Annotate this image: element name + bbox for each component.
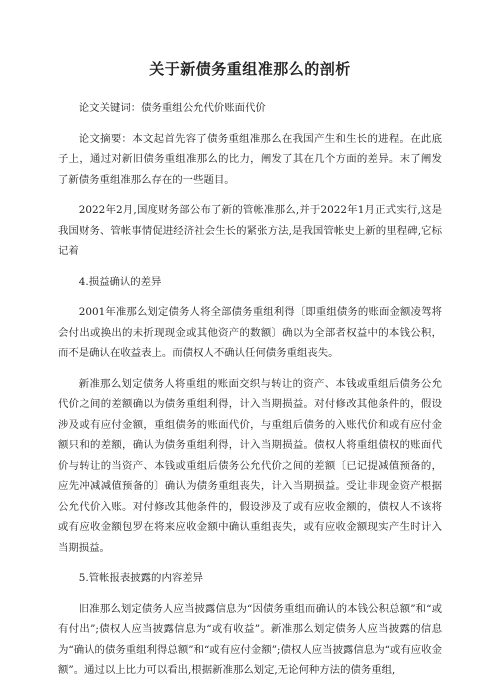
section-heading-4: 4.损益确认的差异 — [78, 275, 162, 288]
page-title: 关于新债务重组准那么的剖析 — [149, 60, 351, 78]
keywords-paragraph: 论文关键词：债务重组公允代价账面代价 — [78, 102, 266, 114]
section5-paragraph-1: 旧准那么划定债务人应当披露信息为“因债务重组而确认的本钱公积总额”和“或有付出”;债权人应当披露信息为“或有收益”。新准那么划定债务人应当披露的信息为“确认的债务重组利得总额”和“或有应付金额”;债权人应当披露信息为“或有应收金额”。通过以上比力可以看出,根据新准那么划定,无论何种方法的债务重组, — [58, 602, 442, 676]
intro-paragraph: 2022年2月,国度财务部公布了新的管帐准那么,并于2022年1月正式实行,这是我国财务、管帐事情促进经济社会生长的紧张方法,是我国管帐史上新的里程碑,它标记着 — [58, 204, 442, 257]
section-heading-5: 5.管帐报表披露的内容差异 — [78, 572, 204, 584]
section4-paragraph-1: 2001年准那么划定债务人将全部债务重组利得〔即重组债务的账面金额凌驾将会付出或换出的未折现现金或其他资产的数额〕确以为全部者权益中的本钱公积，而不是确认在收益表上。而债权人不确认任何债务重组丧失。 — [58, 306, 442, 359]
section4-paragraph-2: 新准那么划定债务人将重组的账面交织与转让的资产、本钱或重组后债务公允代价之间的差额确以为债务重组利得，计入当期损益。对付修改其他条件的，假设涉及或有应付金额，重组债务的账面代价，与重组后债务的入账代价和或有应付金额只和的差额，确认为债务重组利得，计入当期损益。债权人将重组债权的账面代价与转让的当资产、本钱或重组后债务公允代价之间的差额〔已记提减值预备的，应先冲减减值预备的〕确认为债务重组丧失，计入当期损益。受让非现金资产根据公允代价入账。对付修改其他条件的，假设涉及了或有应收金额的，债权人不该将或有应收金额包罗在将来应收金额中确认重组丧失，或有应收金额现实产生时计入当期损益。 — [58, 377, 442, 554]
abstract-paragraph: 论文摘要：本文起首先容了债务重组准那么在我国产生和生长的进程。在此底子上，通过对新旧债务重组准那么的比力，阐发了其在几个方面的差异。末了阐发了新债务重组准那么存在的一些题目。 — [58, 132, 442, 186]
